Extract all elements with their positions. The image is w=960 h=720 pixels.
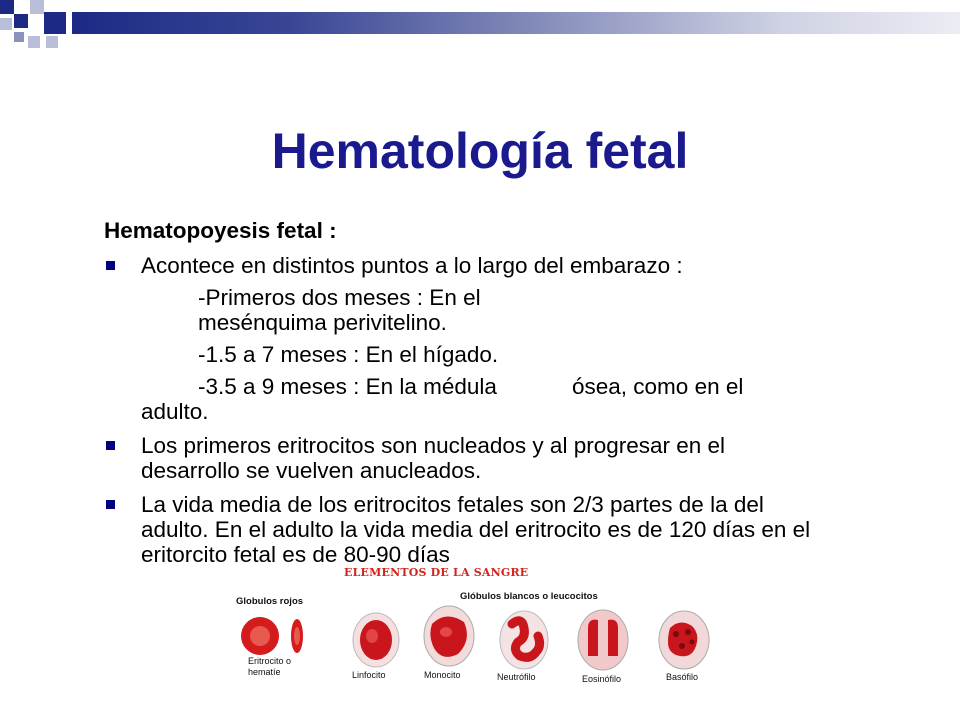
header-square-6 <box>28 36 40 48</box>
neutrophil-icon <box>500 611 548 669</box>
red-cells-label: Globulos rojos <box>236 596 304 607</box>
header-gradient-bar <box>72 12 960 34</box>
bullet-square-icon <box>106 500 115 509</box>
bullet-1-sub-3 <box>104 374 824 399</box>
bullet-3 <box>104 492 824 567</box>
lymphocyte-icon <box>353 613 399 667</box>
monocyte-icon <box>424 606 474 666</box>
slide-body <box>104 218 824 576</box>
bullet-2 <box>104 433 824 483</box>
bullet-1-text: Acontece en distintos puntos a lo largo del embarazo : <box>141 253 683 278</box>
bullet-1-sub-3-a: -3.5 a 9 meses : En la médula <box>198 374 497 399</box>
bullet-1-sub-3-c: adulto. <box>141 399 209 424</box>
monocyte-caption: Monocito <box>424 670 461 680</box>
header-square-4 <box>0 18 12 30</box>
erythrocyte-caption-2: hematíe <box>248 667 281 677</box>
white-cells-label: Glóbulos blancos o leucocitos <box>460 591 598 602</box>
eosinophil-caption: Eosinófilo <box>582 674 622 684</box>
header-square-5 <box>44 12 66 34</box>
lymphocyte-caption: Linfocito <box>352 670 386 680</box>
bullet-3-text: La vida media de los eritrocitos fetales son 2/3 partes de la del adulto. En el adulto la vida media del eritrocito es de 120 días en el eritorcito fetal es de 80-90 días <box>141 492 811 567</box>
header-square-1 <box>0 0 14 14</box>
erythrocyte-icon <box>241 617 303 655</box>
bullet-1-sub-2: -1.5 a 7 meses : En el hígado. <box>198 342 499 367</box>
bullet-1-sub-3-b: ósea, como en el <box>572 374 744 399</box>
basophil-icon <box>659 611 709 669</box>
blood-cells-illustration <box>206 562 716 692</box>
bullet-square-icon <box>106 441 115 450</box>
bullet-2-text: Los primeros eritrocitos son nucleados y al progresar en el desarrollo se vuelven anucleados. <box>141 433 726 483</box>
header-square-7 <box>46 36 58 48</box>
header-square-2 <box>14 14 28 28</box>
erythrocyte-caption-1: Eritrocito o <box>248 656 292 666</box>
bullet-1 <box>104 253 824 424</box>
header-square-8 <box>14 32 24 42</box>
figure-title: ELEMENTOS DE LA SANGRE <box>344 566 529 579</box>
basophil-caption: Basófilo <box>666 672 699 682</box>
bullet-square-icon <box>106 261 115 270</box>
slide-title: Hematología fetal <box>271 123 689 179</box>
eosinophil-icon <box>578 610 628 670</box>
neutrophil-caption: Neutrófilo <box>497 672 536 682</box>
subheading: Hematopoyesis fetal : <box>104 218 337 243</box>
bullet-1-sub-1: -Primeros dos meses : En el mesénquima perivitelino. <box>198 285 481 335</box>
header-square-3 <box>30 0 44 14</box>
